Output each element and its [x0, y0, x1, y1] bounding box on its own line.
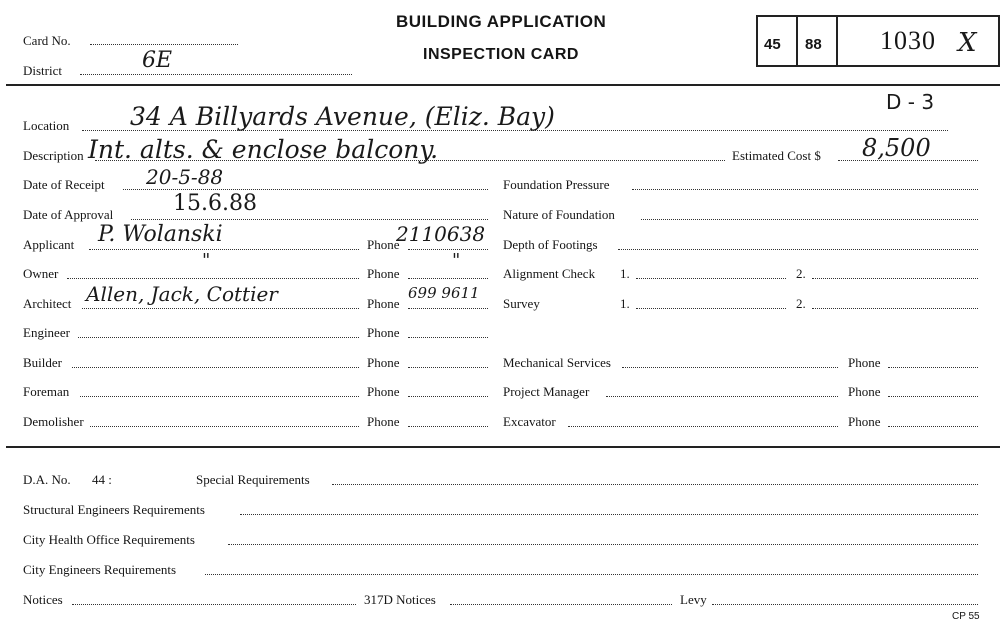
receipt-field — [123, 189, 488, 190]
builder-field — [72, 367, 359, 368]
card-number-mark: X — [958, 28, 977, 58]
engineer-phone-label: Phone — [367, 325, 400, 340]
notices-317d-field — [450, 604, 672, 605]
requirements-divider — [6, 446, 1000, 448]
card-number: 1030 — [880, 26, 936, 55]
city-engineers-requirements-field — [205, 574, 978, 575]
foreman-field — [80, 396, 359, 397]
owner-phone-label: Phone — [367, 266, 400, 281]
engineer-phone-field — [408, 337, 488, 338]
health-requirements-label: City Health Office Requirements — [23, 532, 195, 547]
title-line-1: BUILDING APPLICATION — [396, 12, 607, 31]
foundation-pressure-field — [632, 189, 978, 190]
depth-footings-field — [618, 249, 978, 250]
demolisher-label: Demolisher — [23, 414, 84, 429]
owner-phone-field — [408, 278, 488, 279]
applicant-field — [89, 249, 359, 250]
survey-field-2 — [812, 308, 978, 309]
levy-label: Levy — [680, 592, 707, 607]
project-manager-label: Project Manager — [503, 384, 590, 399]
demolisher-field — [90, 426, 359, 427]
health-requirements-field — [228, 544, 978, 545]
levy-field — [712, 604, 978, 605]
foreman-phone-label: Phone — [367, 384, 400, 399]
location-label: Location — [23, 118, 70, 133]
da-no-value: 44 : — [92, 472, 112, 487]
builder-phone-label: Phone — [367, 355, 400, 370]
receipt-value: 20-5-88 — [146, 165, 224, 189]
structural-requirements-label: Structural Engineers Requirements — [23, 502, 205, 517]
box-value-88: 88 — [805, 36, 822, 53]
box-value-45: 45 — [764, 36, 781, 53]
mechanical-phone-label: Phone — [848, 355, 881, 370]
da-no-label: D.A. No. — [23, 472, 71, 487]
annotation-code: D - 3 — [886, 90, 935, 114]
builder-label: Builder — [23, 355, 62, 370]
engineer-field — [78, 337, 359, 338]
applicant-phone-field — [408, 249, 488, 250]
approval-label: Date of Approval — [23, 207, 114, 222]
box-divider-2 — [836, 15, 838, 67]
estimated-cost-value: 8,500 — [862, 134, 931, 162]
description-value: Int. alts. & enclose balcony. — [88, 135, 439, 164]
applicant-value: P. Wolanski — [98, 222, 223, 247]
architect-field — [82, 308, 359, 309]
architect-value: Allen, Jack, Cottier — [86, 282, 278, 306]
demolisher-phone-field — [408, 426, 488, 427]
project-manager-phone-label: Phone — [848, 384, 881, 399]
nature-foundation-label: Nature of Foundation — [503, 207, 615, 222]
box-divider-1 — [796, 15, 798, 67]
survey-num-2: 2. — [796, 296, 806, 311]
demolisher-phone-label: Phone — [367, 414, 400, 429]
architect-phone-label: Phone — [367, 296, 400, 311]
alignment-check-num-1: 1. — [620, 266, 630, 281]
city-engineers-requirements-label: City Engineers Requirements — [23, 562, 177, 577]
applicant-phone-value: 2110638 — [396, 222, 486, 246]
survey-label: Survey — [503, 296, 540, 311]
foreman-label: Foreman — [23, 384, 70, 399]
mechanical-phone-field — [888, 367, 978, 368]
special-requirements-field — [332, 484, 978, 485]
location-value: 34 A Billyards Avenue, (Eliz. Bay) — [130, 102, 555, 131]
applicant-phone-label: Phone — [367, 237, 400, 252]
form-code: CP 55 — [952, 611, 980, 622]
header-divider — [6, 84, 1000, 86]
architect-phone-value: 699 9611 — [408, 284, 480, 302]
foundation-pressure-label: Foundation Pressure — [503, 177, 610, 192]
architect-phone-field — [408, 308, 488, 309]
district-value: 6E — [142, 48, 173, 73]
receipt-label: Date of Receipt — [23, 177, 105, 192]
excavator-phone-label: Phone — [848, 414, 881, 429]
alignment-check-field-1 — [636, 278, 786, 279]
owner-value: " — [202, 250, 211, 271]
nature-foundation-field — [641, 219, 978, 220]
architect-label: Architect — [23, 296, 72, 311]
alignment-check-num-2: 2. — [796, 266, 806, 281]
project-manager-phone-field — [888, 396, 978, 397]
card-no-label: Card No. — [23, 33, 71, 48]
mechanical-field — [622, 367, 838, 368]
applicant-label: Applicant — [23, 237, 75, 252]
survey-num-1: 1. — [620, 296, 630, 311]
approval-value: 15.6.88 — [173, 191, 257, 216]
alignment-check-field-2 — [812, 278, 978, 279]
approval-field — [131, 219, 488, 220]
card-no-field — [90, 44, 238, 45]
excavator-field — [568, 426, 838, 427]
special-requirements-label: Special Requirements — [196, 472, 310, 487]
engineer-label: Engineer — [23, 325, 70, 340]
owner-label: Owner — [23, 266, 59, 281]
structural-requirements-field — [240, 514, 978, 515]
notices-field — [72, 604, 356, 605]
builder-phone-field — [408, 367, 488, 368]
excavator-label: Excavator — [503, 414, 556, 429]
description-label: Description — [23, 148, 84, 163]
project-manager-field — [606, 396, 838, 397]
owner-phone-value: " — [452, 250, 461, 271]
alignment-check-label: Alignment Check — [503, 266, 596, 281]
district-label: District — [23, 63, 62, 78]
foreman-phone-field — [408, 396, 488, 397]
excavator-phone-field — [888, 426, 978, 427]
owner-field — [67, 278, 359, 279]
estimated-cost-label: Estimated Cost $ — [732, 148, 821, 163]
mechanical-label: Mechanical Services — [503, 355, 611, 370]
notices-317d-label: 317D Notices — [364, 592, 436, 607]
depth-footings-label: Depth of Footings — [503, 237, 598, 252]
district-field — [80, 74, 352, 75]
notices-label: Notices — [23, 592, 63, 607]
title-line-2: INSPECTION CARD — [423, 46, 579, 63]
survey-field-1 — [636, 308, 786, 309]
